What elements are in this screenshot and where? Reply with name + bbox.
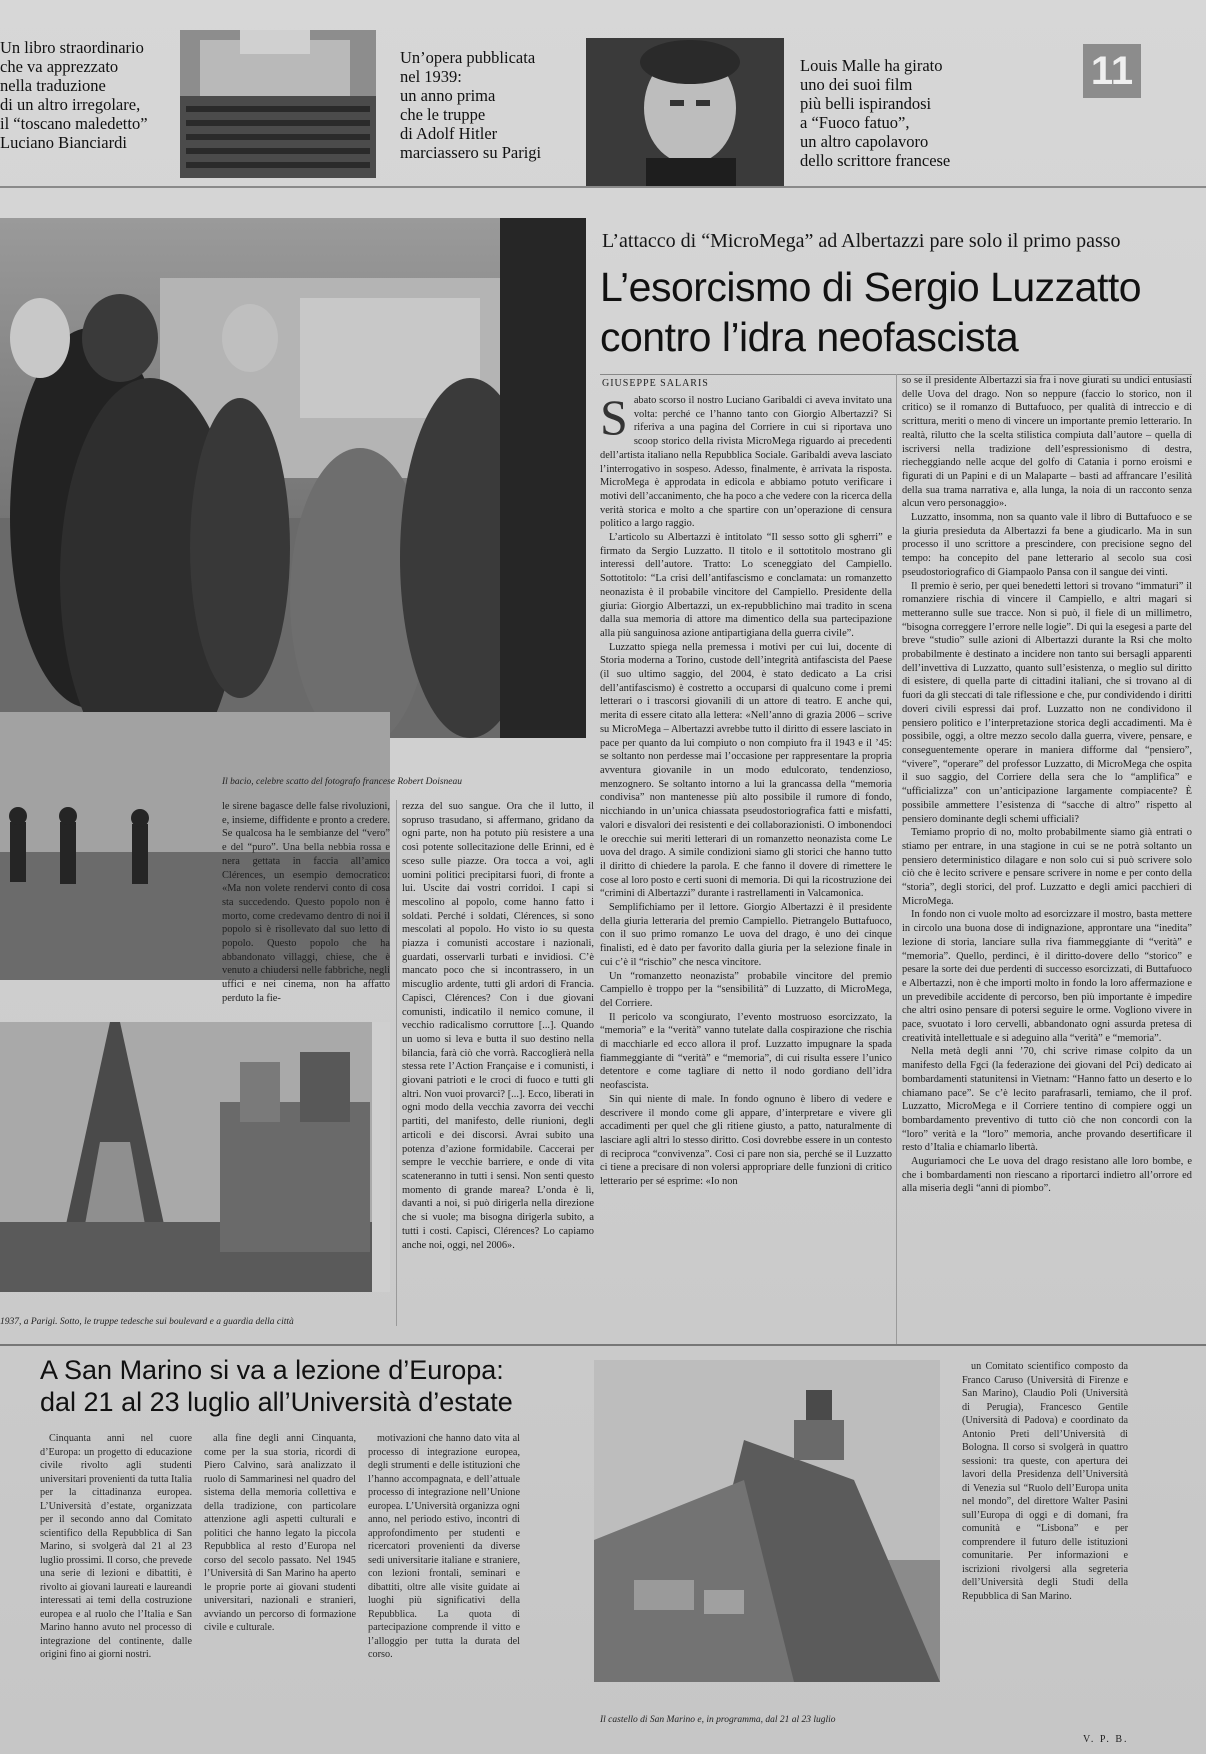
article-column-1 — [600, 394, 892, 1346]
paragraph: Il pericolo va scongiurato, l’evento mostruoso esorcizzato, la “memoria” e la “verità” vanno tutelate dalla cospirazione che rischia di macchiarle ed ecco allora il prof. Luzzatto impugnare la spada fiammeggiante di “verità” e “memoria”, di cui risulta essere l’unico detentore e come tagliare di netto il nodo gordiano dell’idra neofascista. — [600, 1011, 892, 1092]
paragraph: alla fine degli anni Cinquanta, come per la sua storia, ricordi di Piero Calvino, sarà analizzato il ruolo di Sammarinesi nel quadro del sistema della memoria collettiva e della tradizione, con particolare attenzione agli aspetti culturali e politici che hanno legato la piccola Repubblica al resto d’Europa nel corso del secolo passato. Nel 1945 l’Università di San Marino ha aperto le proprie porte ai giovani studenti universitari, nazionali e stranieri, avviando un percorso di formazione civile e culturale. — [204, 1433, 356, 1633]
bottom-column-3 — [368, 1432, 520, 1732]
article-column-2 — [902, 374, 1192, 1346]
section-divider — [0, 1344, 1206, 1346]
side-column-b — [402, 800, 594, 1328]
paragraph: Luzzatto spiega nella premessa i motivi per cui lui, docente di Storia moderna a Torino, custode dell’integrità antifascista del Paese (il suo ultimo saggio, del 2004, è stato dedicato a La crisi dell’antifascismo) è costretto a occuparsi di qualcuno come i premi letterari o i trascorsi giovanili di un attore di teatro. E anche qui, merita di essere citato alla lettera: «Nell’anno di grazia 2006 – scrive su MicroMega – Albertazzi avrebbe tutto il diritto di essere lasciato in pace per quanto da lui compiuto o non compiuto fra il 1943 e il ’45: se soltanto non perdesse mai l’occasione per rappresentare la propria avventura giovanile in un modo edulcorato, tendenzioso, menzognero. Se soltanto intorno a lui la grancassa della “memoria condivisa” non mantenesse più alto possibile il rumore di fondo, nicchiando in un’unica chiassata pseudostoriografica fatti e misfatti, valori e disvalori dei resistenti e dei collaborazionisti. O imbonendoci le orecchie sui meriti letterari di un romanzetto neonazista come Le uova del drago. A simile condizioni siamo gli storici che hanno tutto il diritto di chiedere la parola. E che fanno il dovere di rimettere le cose al loro posto e certi suoni di memoria. Di qui la ricostruzione dei “crimini di Albertazzi” durante i rastrellamenti in Valcamonica. — [600, 641, 892, 900]
bottom-column-1 — [40, 1432, 192, 1732]
photo-the-kiss — [0, 218, 586, 738]
page-number: 11 — [1083, 44, 1141, 98]
kiss-photo-caption: Il bacio, celebre scatto del fotografo francese Robert Doisneau — [222, 777, 463, 787]
paragraph: so se il presidente Albertazzi sia fra i nove giurati su undici entusiasti delle Uova del drago. Non so neppure (faccio lo storico, non il critico) se il romanzo di Buttafuoco, per qualità di intreccio e di scrittura, meriti o meno di vincere un importante premio letterario. In realtà, rilutto che la scelta stilistica compiuta dall’autore – quella di iscriversi nella tradizione dell’espressionismo di destra, riecheggiando nelle acque del golfo di Catania i porno eroismi e figurati di un Papini e di un Malaparte – basti ad affrancare l’esilità della sua trama narrativa e, alla lunga, la noia di un racconto senza alcun vero personaggio». — [902, 375, 1192, 510]
paragraph: Luzzatto, insomma, non sa quanto vale il libro di Buttafuoco e se la giuria presieduta da Albertazzi fa bene a giudicarlo. Ma in sun processo il uno scrittore a prescindere, con precisione segno del tempo: ha concepito del pane letterario al secolo sua così pseudostoriografico di Giampaolo Pansa con il sangue dei vinti. — [902, 512, 1192, 578]
bottom-column-2 — [204, 1432, 356, 1732]
paragraph: L’articolo su Albertazzi è intitolato “Il sesso sotto gli sgherri” e firmato da Sergio Luzzatto. Il titolo e il sottotitolo mostrano gli interessi dell’autore. Tratto: Lo sceneggiato del Campiello. Sottotitolo: “La crisi dell’antifascismo e conclamata: un romanzetto neonazista è il probabile vincitore del Campiello. Presidente della giuria: Giorgio Albertazzi, un ex-repubblichino mai tradito in scena dalla sua memoria di attore ma dimentico della sua partecipazione alla più sanguinosa azione antipartigiana della guerra civile”. — [600, 532, 892, 639]
side-column-a — [222, 800, 390, 1020]
paragraph: Il premio è serio, per quei benedetti lettori si trovano “immaturi” il romanziere rischia di vincere il Campiello, e altri magari si metteranno sulle sue tracce. Non si può, il fiele di un millimetro, “bisogna correggere l’errore nelle logie”. Di qui la esegesi a parte del breve “studio” sulle azioni di Albertazzi durante la Rsi che molto probabilmente è destinato a incidere non tanto sui bersagli apparenti dell’invettiva di Luzzatto, quanto sull’esistenza, o meglio sul diritto di esistere, di quella parte di cittadini italiani, che si trovano al di fuori da gli steccati di tale riflessione e che, pur condividendo i diritti doveri civili espressi dai prof. Luzzatto non ne condividono il pensiero politico e l’interpretazione storica degli accadimenti. Ma è possibile, oggi, a oltre mezzo secolo dalla guerra, vivere, pensare, e conseguentemente operare in maniera difforme dal “pensiero”, “vivere”, “operare” del professor Luzzatto, di MicroMega che ospita il suo saggio, del Corriere della sera che lo “amplifica” e “ufficializza” con un’anticipazione largamente compiacente? È possibile ammettere l’esistenza di “sacche di altro” rispetto al pensiero dominante degli schemi ufficiali? — [902, 580, 1192, 825]
article-kicker: L’attacco di “MicroMega” ad Albertazzi pare solo il primo passo — [602, 230, 1121, 252]
paragraph: Sin qui niente di male. In fondo ognuno è libero di vedere e descrivere il mondo come gli appare, d’interpretare e vivere gli accadimenti per quel che gli ritiene giusto, a patto, naturalmente di lasciare agli altri lo stesso diritto. Così dovrebbe essere in un contesto di reciproca “convivenza”. Così ci pare non sia, perché se il Luzzatto ci tiene a precisare di non volersi appropriare delle funzioni di critico letterario per sé esprime: «Io non — [600, 1093, 892, 1188]
top-teaser-strip — [0, 28, 1206, 188]
eiffel-photo-caption: 1937, a Parigi. Sotto, le truppe tedesche sui boulevard e a guardia della città — [0, 1317, 294, 1327]
paragraph: Un “romanzetto neonazista” probabile vincitore del premio Campiello è troppo per la “sensibilità” di Luzzatto, di MicroMega, del Corriere. — [600, 970, 892, 1009]
drop-cap-s: S — [600, 394, 628, 445]
paragraph: un Comitato scientifico composto da Franco Caruso (Università di Firenze e San Marino), Claudio Poli (Università di Perugia), Francesco Gentile (Università di Padova) e coordinato da Antonio Preti dell’Università di Bologna. Il corso si svolgerà in quattro sessioni: tra queste, con apertura dei lavori della Presidenza dell’Università di Venezia sul “Ruolo dell’Europa unita nel mondo”, del direttore Walter Pasini sull’Europa di oggi e di domani, fra comunità e “Lisbona” e per comprendere il futuro delle istituzioni comunitarie. Per informazioni e iscrizioni rivolgersi alla segreteria dell’Università degli Studi della Repubblica di San Marino. — [962, 1361, 1128, 1602]
paragraph: rezza del suo sangue. Ora che il lutto, il sopruso trasudano, si affermano, gridano da ogni parte, non ha potuto più resistere a una così potente sollecitazione delle Erinni, ed è sceso sulle piazze. Ora tocca a voi, agli uomini politici precipitarsi fuori, di fronte a lui. Uscite dai vostri corridoi. I capi si mescolino al popolo, come hanno fatto i soldati. Perché i soldati, Clérences, si sono mescolati al popolo. Ho visto io su questa piazza i comunisti accostare i nazionali, guardati, osservarli turbati e invidiosi. C’è mancato poco che si incontrassero, in un miscuglio ardente, tutti gli ardori di Francia. Capisci, Clérences? Con i due giovani comunisti, indicatilo il nemico comune, il vecchio radicalismo corruttore [...]. Quando un uomo si leva e butta il suo destino nella bilancia, farà ciò che vorrà. Raccoglierà nella stessa rete l’Action Française e i comunisti, i giovani patrioti e le croci di fuoco e tutti gli altri. Non vuoi provarci? [...]. Ecco, liberati in ogni modo della vecchia zavorra dei vecchi partiti, del manifesto, delle riunioni, degli articoli e dei discorsi. Avrai subito una potenza d’azione formidabile. Caccerai per sempre le vecchie barriere, e onde di vita scateneranno in tutti i sensi. Non senti questo momento di grande marea? L’onda è lì, davanti a noi, si può dirigerla nella direzione che si vuole; ma bisogna dirigerla subito, a tutti i costi. Capisci, Clérences? Lo capiamo anche noi, oggi, nel 2006». — [402, 801, 594, 1251]
paragraph: motivazioni che hanno dato vita al processo di integrazione europea, degli strumenti e delle istituzioni che l’hanno accompagnata, e dell’attuale processo di integrazione nell’Unione europea. L’Università organizza ogni anno, nel periodo estivo, incontri di approfondimento per studenti e ricercatori provenienti da diverse sedi universitarie italiane e straniere, con lezioni frontali, seminari e dibattiti, oltre alle visite guidate ai luoghi più significativi della Repubblica. La quota di partecipazione comprende il vitto e l’alloggio per tutta la durata del corso. — [368, 1433, 520, 1660]
bottom-article-headline: A San Marino si va a lezione d’Europa: dal 21 al 23 luglio all’Università d’estate — [40, 1355, 513, 1417]
san-marino-photo-caption: Il castello di San Marino e, in programma, dal 21 al 23 luglio — [600, 1715, 836, 1725]
paragraph: Temiamo proprio di no, molto probabilmente siamo già entrati o stiamo per entrare, in una stagione in cui se ne potrà soltanto un pensiero deterministico dilagare e non solo cui si può scrivere solo ciò che è lecito scrivere e pensare scrivere in nome e per conto della “storia”, degli storici, del prof. Luzzatto e degli amici pacchieri di MicroMega. — [902, 827, 1192, 907]
photo-eiffel-tower-expo — [0, 1022, 390, 1292]
paragraph: In fondo non ci vuole molto ad esorcizzare il mostro, basta mettere in circolo una buona dose di indignazione, approntare una “inedita” lezione di storia, lanciare sulla riva fiammeggiante di “verità” e “memoria”. Quello, perdinci, è il diritto-dovere dello “storico” e pesare la sorte dei due perdenti di successo esorcizzati, di Buttafuoco e Albertazzi, non è che importi molto in fondo la loro affermazione e un prevedibile accidente di percorso, ben più importante è impedire che altri osino pensare di potersi seguire le orme. Vogliono vivere in pace, svuotato i loro cervelli, abbandonato ogni assurda pretesa di creatività intellettuale e si adeguino alla “verità” e “memoria”. — [902, 909, 1192, 1044]
photo-troops-marching — [180, 30, 376, 178]
author-initials: V. P. B. — [1083, 1734, 1129, 1745]
paragraph: Cinquanta anni nel cuore d’Europa: un progetto di educazione civile rivolto agli studenti universitari provenienti da tutta Italia per la cittadinanza europea. L’Università d’estate, organizzata per il secondo anno dal Comitato scientifico della Repubblica di San Marino, si svolgerà dal 21 al 23 luglio prossimi. Il corso, che prevede una serie di lezioni e dibattiti, è rivolto ai giovani laureati e laureandi interessati ai temi della costruzione europea e al ruolo che l’Italia e San Marino hanno avuto nel processo di integrazione del continente, dalle origini fino ai giorni nostri. — [40, 1433, 192, 1660]
bottom-column-4 — [962, 1360, 1128, 1728]
paragraph: le sirene bagasce delle false rivoluzioni, e, insieme, diffidente e pronto a credere. Se qualcosa ha le sembianze del “vero” e del “puro”. Una bella nebbia rossa e nera gettata in faccia all’amico Clérences, un esempio democratico: «Ma non volete rendervi conto di cosa sta succedendo. Questo popolo non è morto, come credevamo dentro di noi il popolo si è risollevato dal suo letto di popolo. Questo popolo che ha abbandonato villaggi, chiese, che è venuto a chiudersi nelle fabbriche, negli uffici e nei cinema, non ha affatto perduto la fie- — [222, 801, 390, 1004]
column-rule — [896, 374, 897, 1344]
paragraph: abato scorso il nostro Luciano Garibaldi ci aveva invitato una volta: perché ce l’hanno tanto con Giorgio Albertazzi? Si riferiva a una pagina del Corriere in cui si riportava uno scoop storico della rivista MicroMega riguardo ai precedenti dell’artista italiano nella Repubblica Sociale. Garibaldi aveva lasciato l’interrogativo in sospeso. Adesso, finalmente, è arrivata la risposta. MicroMega è approdata in edicola e abbiamo potuto verificare i motivi dell’accanimento, che ha poco a che vedere con la ricerca della verità storica e molto a che spartire con un’operazione di censura politico a largo raggio. — [600, 395, 892, 530]
teaser-1: Un libro straordinario che va apprezzato nella traduzione di un altro irregolare, il “toscano maledetto” Luciano Bianciardi — [0, 38, 148, 152]
paragraph: Semplifichiamo per il lettore. Giorgio Albertazzi è il presidente della giuria letteraria del premio Campiello. Pietrangelo Buttafuoco, con il suo primo romanzo Le uova del drago, è uno dei cinque finalisti, ed è dato per favorito dalla giuria per la selezione finale in cui c’è il “rischio” che nesca vincitore. — [600, 902, 892, 968]
photo-san-marino-castle — [594, 1360, 940, 1682]
paragraph: Nella metà degli anni ’70, chi scrive rimase colpito da un manifesto della Fgci (la federazione dei giovani del Pci) dedicato ai bombardamenti statunitensi in Vietnam: “Hanno fatto un deserto e lo chiamano pace”. Se c’è lecito parafrasarli, temiamo, che il prof. Luzzatto, MicroMega e il Corriere tentino di compiere oggi un bombardamento preventivo di tutto ciò che non concordi con la “loro” verità e la “loro” memoria, anche provando desertificare il resto d’Italia e chiamarlo libertà. — [902, 1046, 1192, 1154]
teaser-3: Louis Malle ha girato uno dei suoi film più belli ispirandosi a “Fuoco fatuo”, un altro capolavoro dello scrittore francese — [800, 56, 951, 170]
photo-louis-malle-portrait — [586, 38, 784, 186]
paragraph: Auguriamoci che Le uova del drago resistano alle loro bombe, e che i bombardamenti non riescano a riportarci indietro all’orrore ed alla miseria degli “anni di piombo”. — [902, 1156, 1192, 1195]
teaser-2: Un’opera pubblicata nel 1939: un anno prima che le truppe di Adolf Hitler marciassero su Parigi — [400, 48, 542, 162]
article-headline: L’esorcismo di Sergio Luzzatto contro l’idra neofascista — [600, 264, 1142, 360]
article-byline: GIUSEPPE SALARIS — [602, 378, 709, 389]
column-rule — [396, 800, 397, 1326]
